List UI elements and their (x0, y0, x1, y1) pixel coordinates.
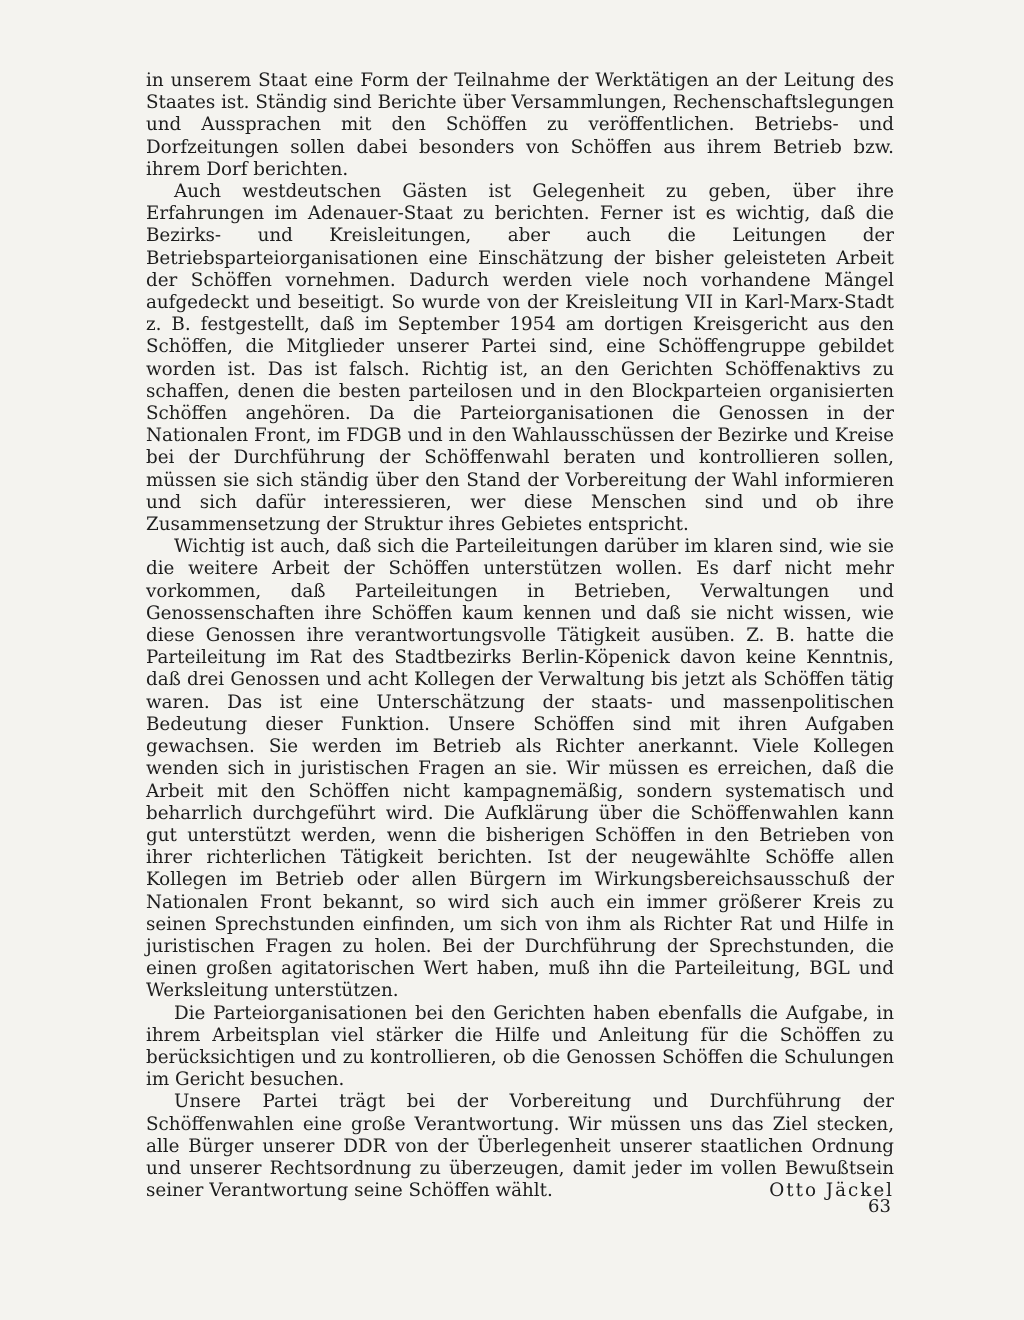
paragraph-5: Unsere Partei trägt bei der Vorbereitung und Durchführung der Schöffenwahlen eine große Verantwortung. Wir müssen uns das Ziel stecken, alle Bürger unserer DDR von der Überlegenheit unserer staatlichen Ordnung und unserer Rechtsordnung zu überzeugen, damit jeder im vollen Bewußtsein seiner Verantwortung seine Schöffen wählt. (146, 1091, 894, 1202)
page-number: 63 (868, 1196, 891, 1217)
paragraph-3: Wichtig ist auch, daß sich die Parteileitungen darüber im klaren sind, wie sie die weitere Arbeit der Schöffen unterstützen wollen. Es darf nicht mehr vorkommen, daß Parteileitungen in Betrieben, Verwaltungen und Genossenschaften ihre Schöffen kaum kennen und daß sie nicht wissen, wie diese Genossen ihre verantwortungsvolle Tätigkeit ausüben. Z. B. hatte die Parteileitung im Rat des Stadtbezirks Berlin-Köpenick davon keine Kenntnis, daß drei Genossen und acht Kollegen der Verwaltung bis jetzt als Schöffen tätig waren. Das ist eine Unterschätzung der staats- und massenpolitischen Bedeutung dieser Funktion. Unsere Schöffen sind mit ihren Aufgaben gewachsen. Sie werden im Betrieb als Richter anerkannt. Viele Kollegen wenden sich in juristischen Fragen an sie. Wir müssen es erreichen, daß die Arbeit mit den Schöffen nicht kampagnemäßig, sondern systematisch und beharrlich durchgeführt wird. Die Aufklärung über die Schöffenwahlen kann gut unterstützt werden, wenn die bisherigen Schöffen in den Betrieben von ihrer richterlichen Tätigkeit berichten. Ist der neugewählte Schöffe allen Kollegen im Betrieb oder allen Bürgern im Wirkungsbereichsausschuß der Nationalen Front bekannt, so wird sich auch ein immer größerer Kreis zu seinen Sprechstunden einfinden, um sich von ihm als Richter Rat und Hilfe in juristischen Fragen zu holen. Bei der Durchführung der Sprechstunden, die einen großen agitatorischen Wert haben, muß ihn die Parteileitung, BGL und Werksleitung unterstützen. (146, 536, 894, 1002)
paragraph-1: in unserem Staat eine Form der Teilnahme der Werktätigen an der Leitung des Staates ist. Ständig sind Berichte über Versammlungen, Rechenschaftslegungen und Aussprachen mit den Schöffen zu veröffentlichen. Betriebs- und Dorfzeitungen sollen dabei besonders von Schöffen aus ihrem Betrieb bzw. ihrem Dorf berichten. (146, 70, 894, 180)
document-page (146, 70, 894, 1203)
paragraph-4: Die Parteiorganisationen bei den Gerichten haben ebenfalls die Aufgabe, in ihrem Arbeitsplan viel stärker die Hilfe und Anleitung für die Schöffen zu berücksichtigen und zu kontrollieren, ob die Genossen Schöffen die Schulungen im Gericht besuchen. (146, 1002, 894, 1091)
paragraph-2: Auch westdeutschen Gästen ist Gelegenheit zu geben, über ihre Erfahrungen im Adenauer-Staat zu berichten. Ferner ist es wichtig, daß die Bezirks- und Kreisleitungen, aber auch die Leitungen der Betriebsparteiorganisationen eine Einschätzung der bisher geleisteten Arbeit der Schöffen vornehmen. Dadurch werden viele noch vorhandene Mängel aufgedeckt und beseitigt. So wurde von der Kreisleitung VII in Karl-Marx-Stadt z. B. festgestellt, daß im September 1954 am dortigen Kreisgericht aus den Schöffen, die Mitglieder unserer Partei sind, eine Schöffengruppe gebildet worden ist. Das ist falsch. Richtig ist, an den Gerichten Schöffenaktivs zu schaffen, denen die besten parteilosen und in den Blockparteien organisierten Schöffen angehören. Da die Parteiorganisationen die Genossen in der Nationalen Front, im FDGB und in den Wahlausschüssen der Bezirke und Kreise bei der Durchführung der Schöffenwahl beraten und kontrollieren sollen, müssen sie sich ständig über den Stand der Vorbereitung der Wahl informieren und sich dafür interessieren, wer diese Menschen sind und ob ihre Zusammensetzung der Struktur ihres Gebietes entspricht. (146, 181, 894, 536)
author-signature: Otto Jäckel (769, 1180, 894, 1202)
